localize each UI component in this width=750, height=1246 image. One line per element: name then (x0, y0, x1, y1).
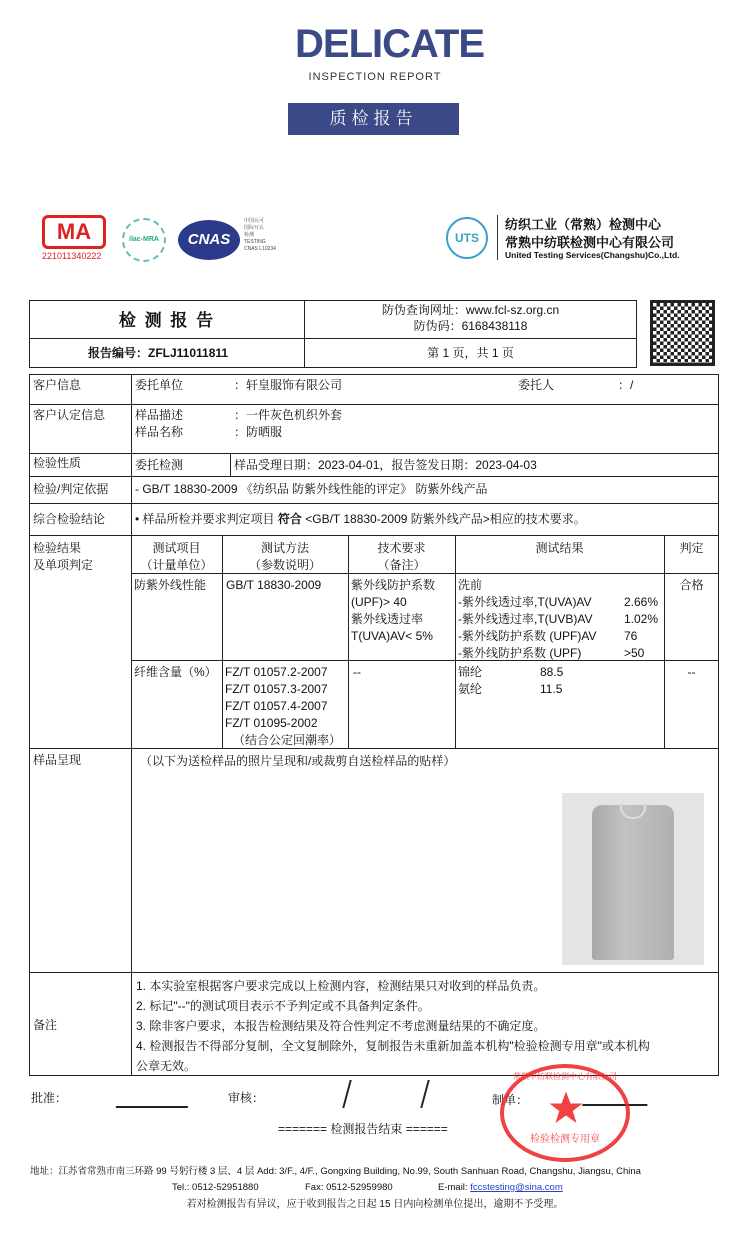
review-label: 审核： (228, 1091, 265, 1105)
col-header-verdict: 判定 (679, 541, 704, 555)
logo-divider (497, 215, 498, 260)
sample-label: 样品呈现 (33, 753, 82, 767)
header-line: 技术要求 (377, 541, 426, 555)
result-value: >50 (624, 646, 645, 660)
footer-tel: Tel.: 0512-52951880 (172, 1182, 259, 1193)
org-name-cn1: 纺织工业（常熟）检测中心 (505, 217, 662, 232)
uv-results (458, 577, 662, 662)
uv-item: 防紫外线性能 (134, 578, 207, 592)
email-link[interactable]: fccstesting@sina.com (470, 1182, 563, 1193)
sample-name-label: 样品名称 (135, 425, 184, 439)
qr-code (650, 300, 715, 366)
prepare-label: 制单： (492, 1093, 529, 1107)
seal-text: 常熟中纺联检测中心有限公司 (513, 1072, 617, 1081)
cnas-note-line: 中国认可 (244, 218, 265, 224)
result-line (458, 681, 658, 698)
conclusion-verdict: 符合 (277, 512, 302, 526)
result-name: 氨纶 (458, 682, 483, 696)
basis-label: 检验/判定依据 (33, 482, 109, 496)
result-value: 11.5 (540, 682, 563, 696)
footer-fax: Fax: 0512-52959980 (305, 1182, 393, 1193)
results-label-line: 检验结果 (33, 541, 82, 555)
report-end: ======= 检测报告结束 ====== (278, 1122, 448, 1136)
result-name: 洗前 (458, 578, 483, 592)
nature: 委托检测 (135, 458, 184, 472)
remark-item: 4. 检测报告不得部分复制，全文复制除外，复制报告未重新加盖本机构"检验检测专用章"或本机构 (136, 1039, 650, 1053)
brand-logo: DELICATE (295, 22, 485, 66)
cnas-note-line: CNAS L10234 (244, 246, 276, 252)
req-line: T(UVA)AV< 5% (351, 629, 433, 643)
fiber-method (225, 664, 341, 749)
cnas-note-line: 检测 (244, 232, 255, 238)
result-line (458, 664, 658, 681)
result-name: -紫外线透过率,T(UVB)AV (458, 612, 593, 626)
official-seal (500, 1064, 630, 1162)
header-line: （计量单位） (140, 558, 213, 572)
result-value: 1.02% (624, 612, 659, 626)
basis: - GB/T 18830-2009 《纺织品 防紫外线性能的评定》 防紫外线产品 (135, 482, 488, 496)
cnas-logo: CNAS (178, 220, 240, 260)
fiber-verdict: -- (687, 665, 696, 679)
fiber-item: 纤维含量（%） (134, 665, 217, 679)
org-name-cn2: 常熟中纺联检测中心有限公司 (505, 235, 675, 250)
result-line (458, 594, 662, 611)
footer-email (438, 1182, 563, 1194)
nature-label: 检验性质 (33, 456, 82, 470)
sample-desc: ：一件灰色机织外套 (234, 408, 343, 422)
fiber-req: -- (353, 665, 361, 679)
result-name: -紫外线防护系数 (UPF)AV (458, 629, 597, 643)
header-line: 测试方法 (260, 541, 309, 555)
method-line: FZ/T 01057.4-2007 (225, 699, 328, 713)
method-line: FZ/T 01095-2002 (225, 716, 318, 730)
ilac-logo: ilac-MRA (122, 218, 166, 262)
approve-signature (116, 1082, 193, 1108)
client-person: ：/ (618, 378, 634, 392)
result-line (458, 577, 662, 594)
result-value: 2.66% (624, 595, 659, 609)
method-line: （结合公定回潮率） (233, 733, 342, 747)
remark-item: 公章无效。 (136, 1059, 197, 1073)
client-unit: ：轩皇服饰有限公司 (234, 378, 343, 392)
col-header-item (131, 540, 222, 574)
approve-label: 批准： (31, 1091, 68, 1105)
brand-subtitle: INSPECTION REPORT (308, 71, 442, 83)
client-unit-label: 委托单位 (135, 378, 184, 392)
result-value: 76 (624, 629, 638, 643)
report-title: 检 测 报 告 (118, 311, 216, 330)
header-line: 测试项目 (152, 541, 201, 555)
anti-fake-code: 防伪码：6168438118 (413, 319, 528, 333)
results-label (33, 540, 93, 574)
cma-number: 221011340222 (42, 251, 102, 261)
sample-name: ：防晒服 (234, 425, 283, 439)
results-label-line: 及单项判定 (33, 558, 94, 572)
result-line (458, 611, 662, 628)
req-line: 紫外线防护系数 (351, 578, 436, 592)
col-header-req (348, 540, 455, 574)
page-indicator: 第 1 页，共 1 页 (427, 346, 514, 360)
jacket-shape (592, 805, 674, 960)
remark-item: 3. 除非客户要求，本报告检测结果及符合性判定不考虑测量结果的不确定度。 (136, 1019, 546, 1033)
main-table (29, 374, 719, 1076)
method-line: FZ/T 01057.3-2007 (225, 682, 328, 696)
sample-desc-label: 样品描述 (135, 408, 184, 422)
req-line: (UPF)> 40 (351, 595, 407, 609)
remark-item: 2. 标记"--"的测试项目表示不予判定或不具备判定条件。 (136, 999, 430, 1013)
cnas-note-line: 国际互认 (244, 225, 265, 231)
method-line: FZ/T 01057.2-2007 (225, 665, 328, 679)
cma-logo: MA (42, 215, 106, 249)
org-name-en: United Testing Services(Changshu)Co.,Ltd. (505, 250, 680, 260)
sample-photo (562, 793, 704, 965)
client-info-label: 客户信息 (33, 378, 82, 392)
remarks-list (136, 976, 650, 1076)
result-value: 88.5 (540, 665, 564, 679)
seal-sub: 检验检测专用章 (530, 1134, 600, 1145)
cnas-note (244, 218, 276, 253)
query-site: 防伪查询网址：www.fcl-sz.org.cn (381, 303, 560, 317)
fiber-results (458, 664, 658, 698)
confirm-info-label: 客户认定信息 (33, 408, 106, 422)
remark-item: 1. 本实验室根据客户要求完成以上检测内容，检测结果只对收到的样品负责。 (136, 979, 546, 993)
result-line (458, 645, 662, 662)
req-line: 紫外线透过率 (351, 612, 424, 626)
uv-method: GB/T 18830-2009 (226, 578, 322, 592)
result-name: -紫外线透过率,T(UVA)AV (458, 595, 592, 609)
dates: 样品受理日期：2023-04-01，报告签发日期：2023-04-03 (234, 458, 537, 472)
uv-verdict: 合格 (679, 578, 704, 592)
report-banner: 质检报告 (288, 103, 459, 135)
conclusion-label: 综合检验结论 (33, 512, 106, 526)
sample-note: （以下为送检样品的照片呈现和/或裁剪自送检样品的贴样） (140, 754, 456, 768)
seal-star-icon (548, 1090, 584, 1126)
remarks-label: 备注 (33, 1018, 58, 1032)
client-person-label: 委托人 (518, 378, 555, 392)
header-line: （备注） (377, 558, 426, 572)
uts-logo: UTS (446, 217, 488, 259)
col-header-result: 测试结果 (535, 541, 584, 555)
cnas-note-line: TESTING (244, 239, 266, 245)
result-name: 锦纶 (458, 665, 483, 679)
conclusion-text: • 样品所检并要求判定项目 (135, 512, 278, 526)
col-header-method (222, 540, 348, 574)
email-label: E-mail: (438, 1182, 471, 1193)
result-name: -紫外线防护系数 (UPF) (458, 646, 582, 660)
uv-req (351, 577, 435, 645)
conclusion-text: <GB/T 18830-2009 防紫外线产品>相应的技术要求。 (301, 512, 586, 526)
footer-notice: 若对检测报告有异议，应于收到报告之日起 15 日内向检测单位提出，逾期不予受理。 (186, 1199, 564, 1210)
report-number: 报告编号：ZFLJ11011811 (88, 346, 229, 360)
conclusion (135, 511, 586, 528)
result-line (458, 628, 662, 645)
footer-address: 地址：江苏省常熟市南三环路 99 号躬行楼 3 层、4 层 Add: 3/F., 4/F., Gongxing Building, No.99, South Sanhuan Road, Changshu, Jiangsu, China (30, 1166, 641, 1177)
header-line: （参数说明） (248, 558, 321, 572)
review-signature (342, 1080, 430, 1108)
